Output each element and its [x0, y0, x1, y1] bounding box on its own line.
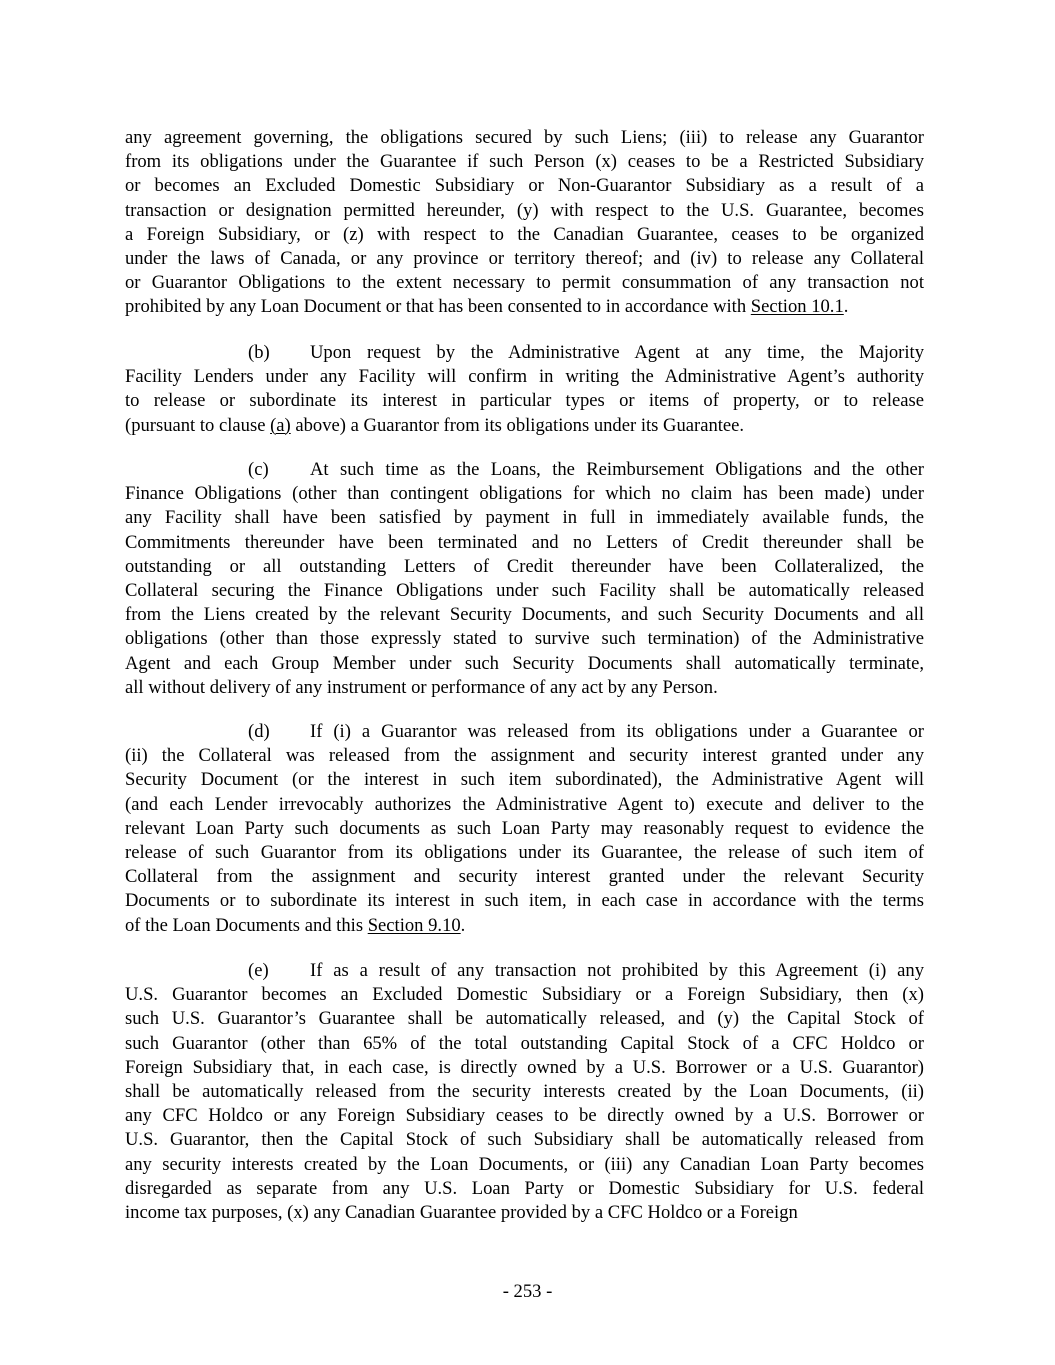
text-line [125, 150, 924, 174]
text-segment: such Guarantor (other than 65% of the total outstanding Capital Stock of a CFC Holdco or [125, 1032, 924, 1054]
text-line [125, 389, 924, 413]
text-segment: U.S. Guarantor, then the Capital Stock of such Subsidiary shall be automatically released from [125, 1129, 924, 1151]
text-line [125, 1104, 924, 1128]
cross-reference: (a) [270, 414, 291, 436]
text-segment: or becomes an Excluded Domestic Subsidiary or Non-Guarantor Subsidiary as a result of a [125, 175, 924, 197]
text-segment: Collateral securing the Finance Obligations under such Facility shall be automatically released [125, 579, 924, 601]
text-line [125, 768, 924, 792]
clause-label: (e) [248, 960, 269, 981]
text-line [125, 652, 924, 676]
text-segment: (ii) the Collateral was released from the assignment and security interest granted under any [125, 745, 924, 767]
text-segment: shall be automatically released from the security interests created by the Loan Documents, (ii) [125, 1080, 924, 1102]
text-segment: such U.S. Guarantor’s Guarantee shall be automatically released, and (y) the Capital Stock of [125, 1008, 924, 1030]
text-segment: Agent and each Group Member under such Security Documents shall automatically terminate, [125, 652, 924, 674]
text-line [125, 1177, 924, 1201]
text-line [125, 793, 924, 817]
text-line [125, 414, 924, 438]
text-segment: under the laws of Canada, or any province or territory thereof; and (iv) to release any Collateral [125, 247, 924, 269]
text-line [125, 126, 924, 150]
text-line [125, 223, 924, 247]
text-segment: . [843, 296, 849, 318]
text-segment: Documents or to subordinate its interest in such item, in each case in accordance with the terms [125, 890, 924, 912]
paragraph-continuation [125, 126, 924, 320]
text-segment: If as a result of any transaction not prohibited by this Agreement (i) any [310, 960, 924, 981]
text-segment: (and each Lender irrevocably authorizes the Administrative Agent to) execute and deliver to the [125, 793, 924, 815]
text-line [125, 914, 924, 938]
text-segment: U.S. Guarantor becomes an Excluded Domestic Subsidiary or a Foreign Subsidiary, then (x) [125, 984, 924, 1006]
text-segment: from its obligations under the Guarantee if such Person (x) ceases to be a Restricted Subsidiary [125, 151, 924, 173]
text-line [125, 1128, 924, 1152]
text-segment: Foreign Subsidiary that, in each case, is directly owned by a U.S. Borrower or a U.S. Guarantor) [125, 1056, 924, 1078]
text-segment: any agreement governing, the obligations secured by such Liens; (iii) to release any Guarantor [125, 127, 924, 148]
text-segment: disregarded as separate from any U.S. Loan Party or Domestic Subsidiary for U.S. federal [125, 1177, 924, 1199]
text-line [125, 365, 924, 389]
text-line [125, 720, 924, 744]
cross-reference: Section 9.10 [367, 914, 461, 936]
text-line [125, 983, 924, 1007]
paragraph-b [125, 341, 924, 438]
text-line [125, 1201, 924, 1225]
text-line [125, 676, 924, 700]
text-segment: (pursuant to clause [125, 414, 271, 436]
text-segment: all without delivery of any instrument or performance of any act by any Person. [125, 676, 718, 698]
text-segment: At such time as the Loans, the Reimbursement Obligations and the other [310, 459, 924, 480]
text-line [125, 959, 924, 983]
text-line [125, 482, 924, 506]
text-segment: Commitments thereunder have been terminated and no Letters of Credit thereunder shall be [125, 531, 924, 553]
paragraph-c [125, 458, 924, 700]
text-segment: a Foreign Subsidiary, or (z) with respect to the Canadian Guarantee, ceases to be organized [125, 223, 924, 245]
text-line [125, 174, 924, 198]
text-segment: Upon request by the Administrative Agent at any time, the Majority [310, 342, 924, 363]
text-line [125, 295, 924, 319]
text-segment: . [460, 914, 466, 936]
text-segment: any Facility shall have been satisfied by payment in full in immediately available funds, the [125, 507, 924, 529]
text-line [125, 579, 924, 603]
clause-label: (c) [248, 459, 269, 480]
text-line [125, 531, 924, 555]
text-segment: from the Liens created by the relevant Security Documents, and such Security Documents and all [125, 604, 924, 626]
text-line [125, 1153, 924, 1177]
paragraph-e [125, 959, 924, 1225]
text-line [125, 247, 924, 271]
text-line [125, 817, 924, 841]
page-number: - 253 - [502, 1281, 553, 1302]
text-line [125, 1032, 924, 1056]
cross-reference: Section 10.1 [750, 296, 844, 318]
text-line [125, 1080, 924, 1104]
text-segment: prohibited by any Loan Document or that has been consented to in accordance with [125, 296, 751, 318]
text-line [125, 458, 924, 482]
text-line [125, 603, 924, 627]
clause-label: (b) [248, 342, 270, 363]
text-line [125, 341, 924, 365]
text-segment: Finance Obligations (other than contingent obligations for which no claim has been made) under [125, 483, 924, 505]
text-segment: Security Document (or the interest in such item subordinated), the Administrative Agent will [125, 769, 924, 791]
text-segment: obligations (other than those expressly stated to survive such termination) of the Administrative [125, 628, 924, 650]
text-line [125, 271, 924, 295]
text-segment: income tax purposes, (x) any Canadian Guarantee provided by a CFC Holdco or a Foreign [125, 1201, 798, 1223]
text-segment: outstanding or all outstanding Letters of Credit thereunder have been Collateralized, the [125, 555, 924, 577]
text-line [125, 841, 924, 865]
text-segment: or Guarantor Obligations to the extent necessary to permit consummation of any transaction not [125, 272, 924, 294]
text-line [125, 744, 924, 768]
text-line [125, 865, 924, 889]
text-segment: Collateral from the assignment and security interest granted under the relevant Security [125, 866, 924, 888]
text-line [125, 889, 924, 913]
text-segment: release of such Guarantor from its obligations under its Guarantee, the release of such item of [125, 841, 924, 863]
text-segment: any security interests created by the Loan Documents, or (iii) any Canadian Loan Party becomes [125, 1153, 924, 1175]
text-segment: If (i) a Guarantor was released from its obligations under a Guarantee or [310, 721, 924, 742]
text-segment: any CFC Holdco or any Foreign Subsidiary ceases to be directly owned by a U.S. Borrower or [125, 1105, 924, 1127]
paragraph-d [125, 720, 924, 938]
text-segment: Facility Lenders under any Facility will confirm in writing the Administrative Agent’s authority [125, 366, 924, 388]
text-line [125, 1007, 924, 1031]
text-line [125, 555, 924, 579]
text-line [125, 506, 924, 530]
text-segment: transaction or designation permitted hereunder, (y) with respect to the U.S. Guarantee, becomes [125, 199, 924, 221]
text-segment: relevant Loan Party such documents as such Loan Party may reasonably request to evidence the [125, 817, 924, 839]
text-line [125, 199, 924, 223]
text-line [125, 627, 924, 651]
text-segment: of the Loan Documents and this [125, 914, 368, 936]
text-segment: to release or subordinate its interest in particular types or items of property, or to release [125, 390, 924, 412]
text-line [125, 1056, 924, 1080]
text-segment: above) a Guarantor from its obligations under its Guarantee. [290, 414, 745, 436]
clause-label: (d) [248, 721, 270, 742]
